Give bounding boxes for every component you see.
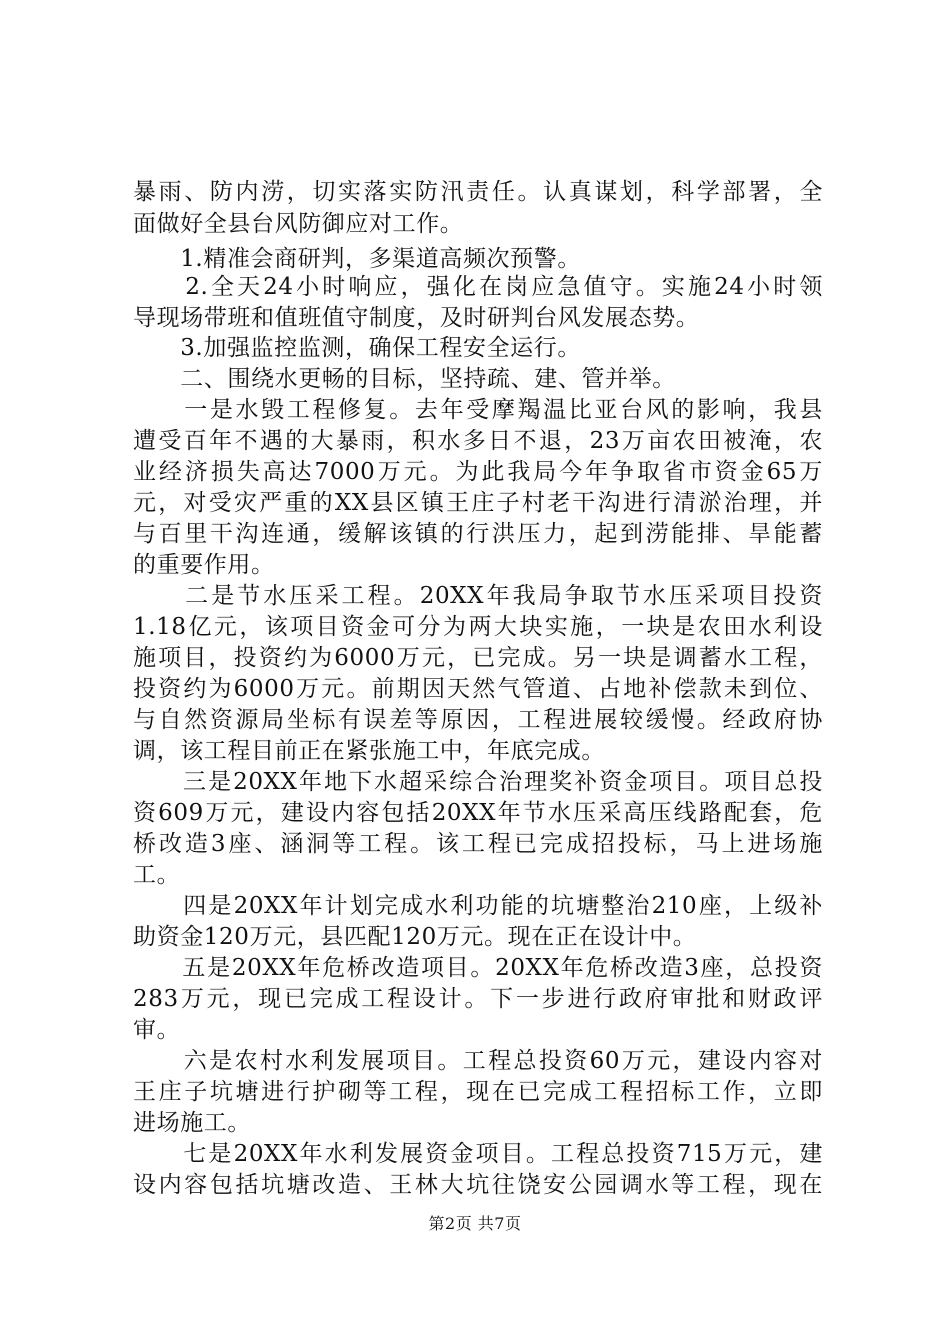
body-line: 审。 bbox=[133, 1017, 181, 1043]
body-line: 3.加强监控监测，确保工程安全运行。 bbox=[133, 335, 581, 361]
body-line: 遭受百年不遇的大暴雨，积水多日不退，23万亩农田被淹，农 bbox=[133, 428, 823, 454]
body-line: 2.全天24小时响应，强化在岗应急值守。实施24小时领 bbox=[133, 274, 823, 300]
body-line: 一是水毁工程修复。去年受摩羯温比亚台风的影响，我县 bbox=[133, 397, 823, 423]
body-line: 二、围绕水更畅的目标，坚持疏、建、管并举。 bbox=[133, 366, 676, 392]
body-line: 王庄子坑塘进行护砌等工程，现在已完成工程招标工作，立即 bbox=[133, 1079, 823, 1105]
body-line: 资609万元，建设内容包括20XX年节水压采高压线路配套，危 bbox=[133, 800, 823, 826]
body-line: 的重要作用。 bbox=[133, 552, 275, 578]
body-line: 桥改造3座、涵洞等工程。该工程已完成招投标，马上进场施 bbox=[133, 831, 823, 857]
body-line: 导现场带班和值班值守制度，及时研判台风发展态势。 bbox=[133, 305, 700, 331]
body-line: 七是20XX年水利发展资金项目。工程总投资715万元，建 bbox=[133, 1141, 823, 1167]
body-line: 工。 bbox=[133, 862, 181, 888]
body-line: 六是农村水利发展项目。工程总投资60万元，建设内容对 bbox=[133, 1048, 823, 1074]
body-line: 设内容包括坑塘改造、王林大坑往饶安公园调水等工程，现在 bbox=[133, 1172, 823, 1198]
body-line: 业经济损失高达7000万元。为此我局今年争取省市资金65万 bbox=[133, 459, 823, 485]
body-line: 施项目，投资约为6000万元，已完成。另一块是调蓄水工程， bbox=[133, 645, 823, 671]
page-footer: 第2页 共7页 bbox=[428, 1214, 522, 1233]
body-line: 1.精准会商研判，多渠道高频次预警。 bbox=[133, 246, 581, 272]
body-line: 面做好全县台风防御应对工作。 bbox=[133, 211, 464, 237]
body-line: 调，该工程目前正在紧张施工中，年底完成。 bbox=[133, 738, 605, 764]
body-line: 与自然资源局坐标有误差等原因，工程进展较缓慢。经政府协 bbox=[133, 707, 823, 733]
body-line: 暴雨、防内涝，切实落实防汛责任。认真谋划，科学部署，全 bbox=[133, 179, 823, 205]
body-line: 四是20XX年计划完成水利功能的坑塘整治210座，上级补 bbox=[133, 893, 823, 919]
body-line: 与百里干沟连通，缓解该镇的行洪压力，起到涝能排、旱能蓄 bbox=[133, 521, 823, 547]
body-line: 二是节水压采工程。20XX年我局争取节水压采项目投资 bbox=[133, 583, 823, 609]
body-line: 进场施工。 bbox=[133, 1110, 251, 1136]
body-line: 1.18亿元，该项目资金可分为两大块实施，一块是农田水利设 bbox=[133, 614, 823, 640]
body-line: 助资金120万元，县匹配120万元。现在正在设计中。 bbox=[133, 924, 697, 950]
body-line: 元，对受灾严重的XX县区镇王庄子村老干沟进行清淤治理，并 bbox=[133, 490, 823, 516]
body-line: 283万元，现已完成工程设计。下一步进行政府审批和财政评 bbox=[133, 986, 823, 1012]
body-line: 三是20XX年地下水超采综合治理奖补资金项目。项目总投 bbox=[133, 769, 823, 795]
body-line: 投资约为6000万元。前期因天然气管道、占地补偿款未到位、 bbox=[133, 676, 823, 702]
body-line: 五是20XX年危桥改造项目。20XX年危桥改造3座，总投资 bbox=[133, 955, 823, 981]
